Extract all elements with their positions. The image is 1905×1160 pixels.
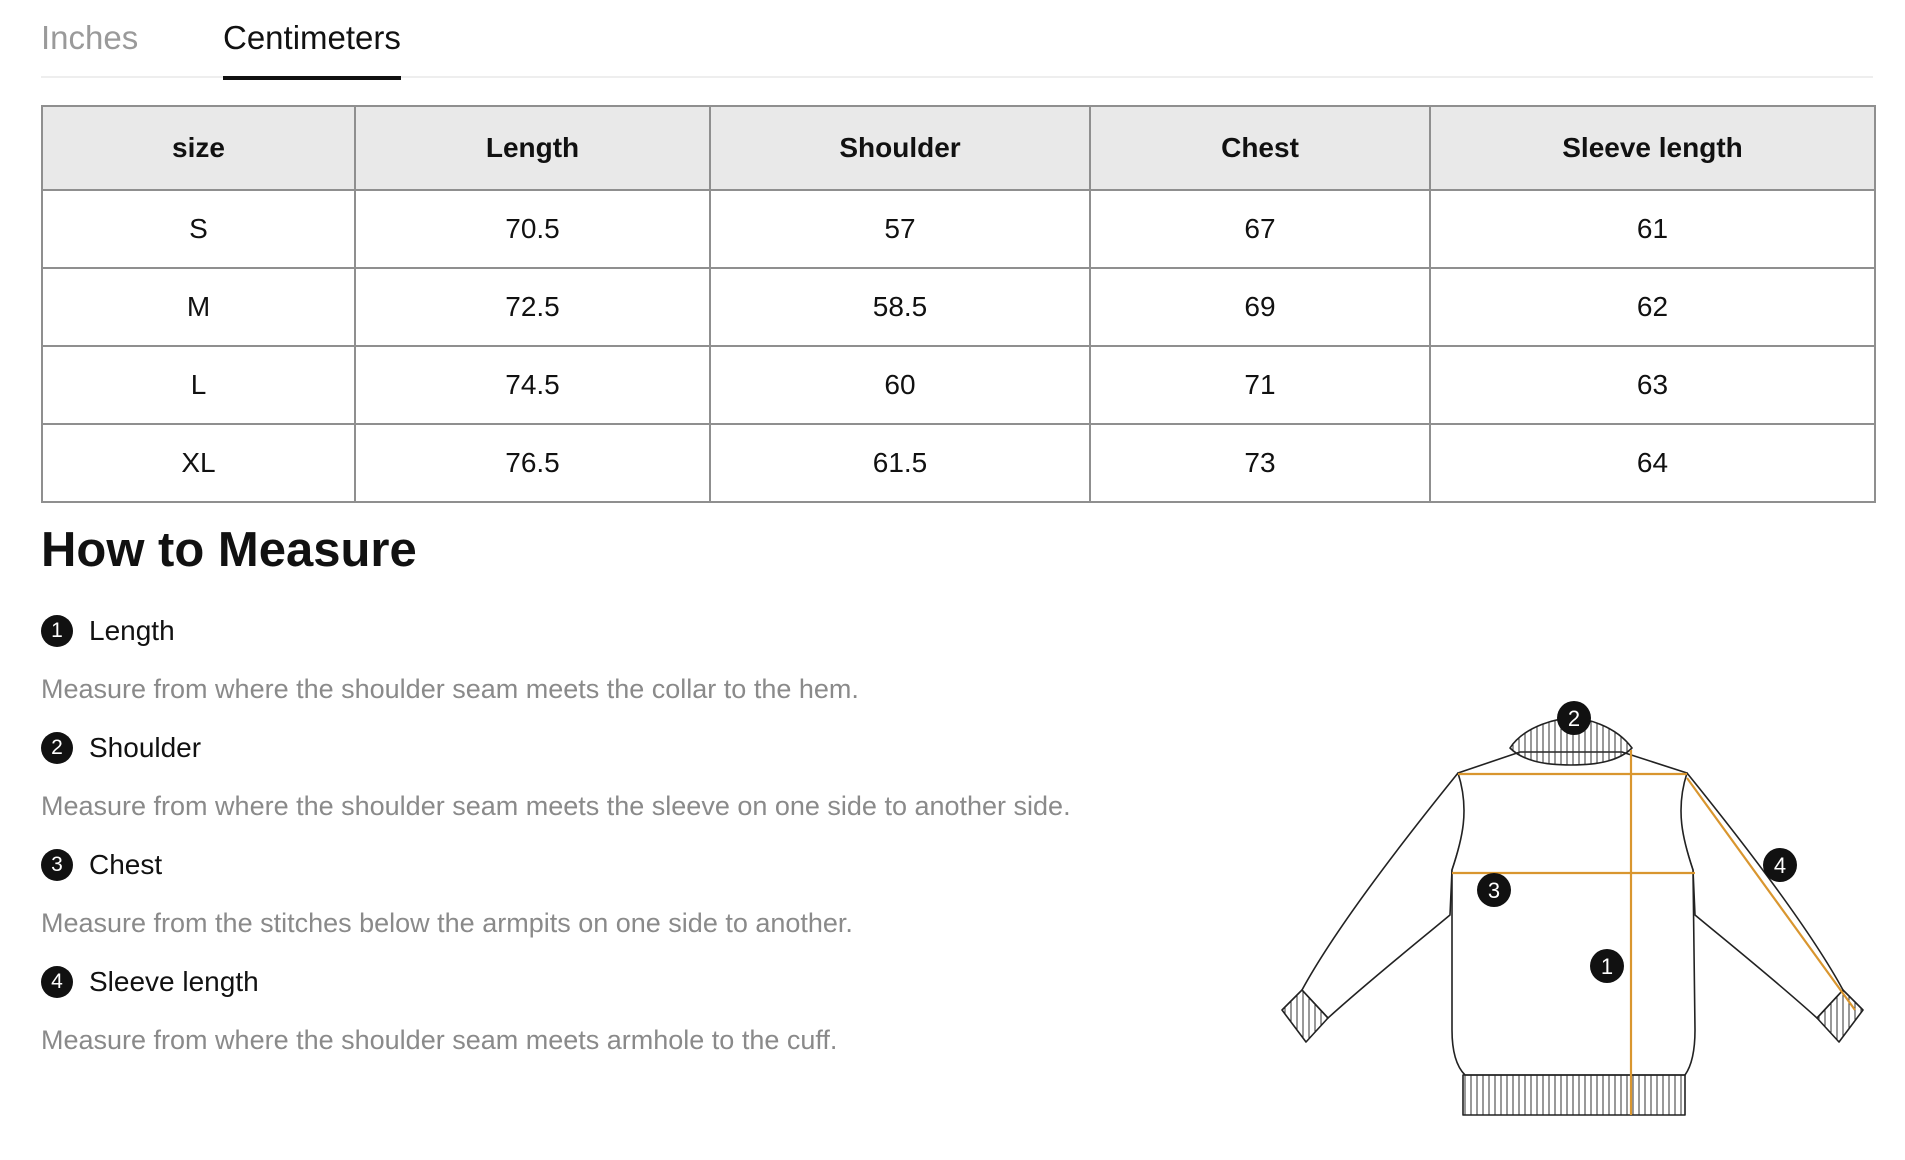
table-cell: 58.5 [710, 268, 1090, 346]
column-header-sleeve-length: Sleeve length [1430, 106, 1875, 190]
table-cell: 74.5 [355, 346, 710, 424]
measure-item-chest [41, 845, 1241, 941]
how-to-measure-title: How to Measure [41, 523, 417, 577]
marker-1-label: 1 [1600, 954, 1614, 979]
table-cell: 76.5 [355, 424, 710, 502]
marker-4-label: 4 [1773, 853, 1787, 878]
table-cell: 73 [1090, 424, 1430, 502]
table-cell: S [42, 190, 355, 268]
table-cell: 61.5 [710, 424, 1090, 502]
table-cell: 63 [1430, 346, 1875, 424]
tab-centimeters[interactable]: Centimeters [223, 18, 401, 80]
table-row [42, 190, 1875, 268]
table-cell: 57 [710, 190, 1090, 268]
table-cell: 72.5 [355, 268, 710, 346]
column-header-length: Length [355, 106, 710, 190]
measure-item-length [41, 611, 1241, 707]
measure-description: Measure from where the shoulder seam meets the collar to the hem. [41, 674, 859, 704]
marker-2-label: 2 [1567, 706, 1581, 731]
marker-3-icon [1477, 873, 1511, 907]
column-header-size: size [42, 106, 355, 190]
number-3-badge-icon: 3 [41, 849, 73, 881]
table-row [42, 424, 1875, 502]
table-cell: XL [42, 424, 355, 502]
number-2-badge-icon: 2 [41, 732, 73, 764]
marker-3-label: 3 [1487, 878, 1501, 903]
table-cell: 61 [1430, 190, 1875, 268]
table-cell: 71 [1090, 346, 1430, 424]
measure-label: Sleeve length [89, 966, 259, 997]
measure-description: Measure from the stitches below the armpits on one side to another. [41, 908, 853, 938]
tab-inches[interactable]: Inches [41, 19, 139, 56]
sweater-outline [1282, 718, 1863, 1115]
sweater-measurement-diagram [1265, 695, 1885, 1135]
table-cell: 70.5 [355, 190, 710, 268]
marker-1-icon [1590, 949, 1624, 983]
measure-item-shoulder [41, 728, 1241, 824]
table-cell: 67 [1090, 190, 1430, 268]
size-table [41, 105, 1876, 503]
table-header-row [42, 106, 1875, 190]
column-header-shoulder: Shoulder [710, 106, 1090, 190]
measure-label: Length [89, 615, 175, 646]
table-cell: L [42, 346, 355, 424]
measure-description: Measure from where the shoulder seam meets armhole to the cuff. [41, 1025, 838, 1055]
measure-description: Measure from where the shoulder seam meets the sleeve on one side to another side. [41, 791, 1071, 821]
measure-item-sleeve-length [41, 962, 1241, 1058]
table-row [42, 346, 1875, 424]
table-cell: 62 [1430, 268, 1875, 346]
number-4-badge-icon: 4 [41, 966, 73, 998]
column-header-chest: Chest [1090, 106, 1430, 190]
unit-tabs [41, 0, 1873, 78]
measure-label: Chest [89, 849, 163, 880]
marker-4-icon [1763, 848, 1797, 882]
number-1-badge-icon: 1 [41, 615, 73, 647]
table-cell: 69 [1090, 268, 1430, 346]
table-cell: 64 [1430, 424, 1875, 502]
measure-label: Shoulder [89, 732, 202, 763]
table-cell: M [42, 268, 355, 346]
table-row [42, 268, 1875, 346]
table-cell: 60 [710, 346, 1090, 424]
marker-2-icon [1557, 701, 1591, 735]
